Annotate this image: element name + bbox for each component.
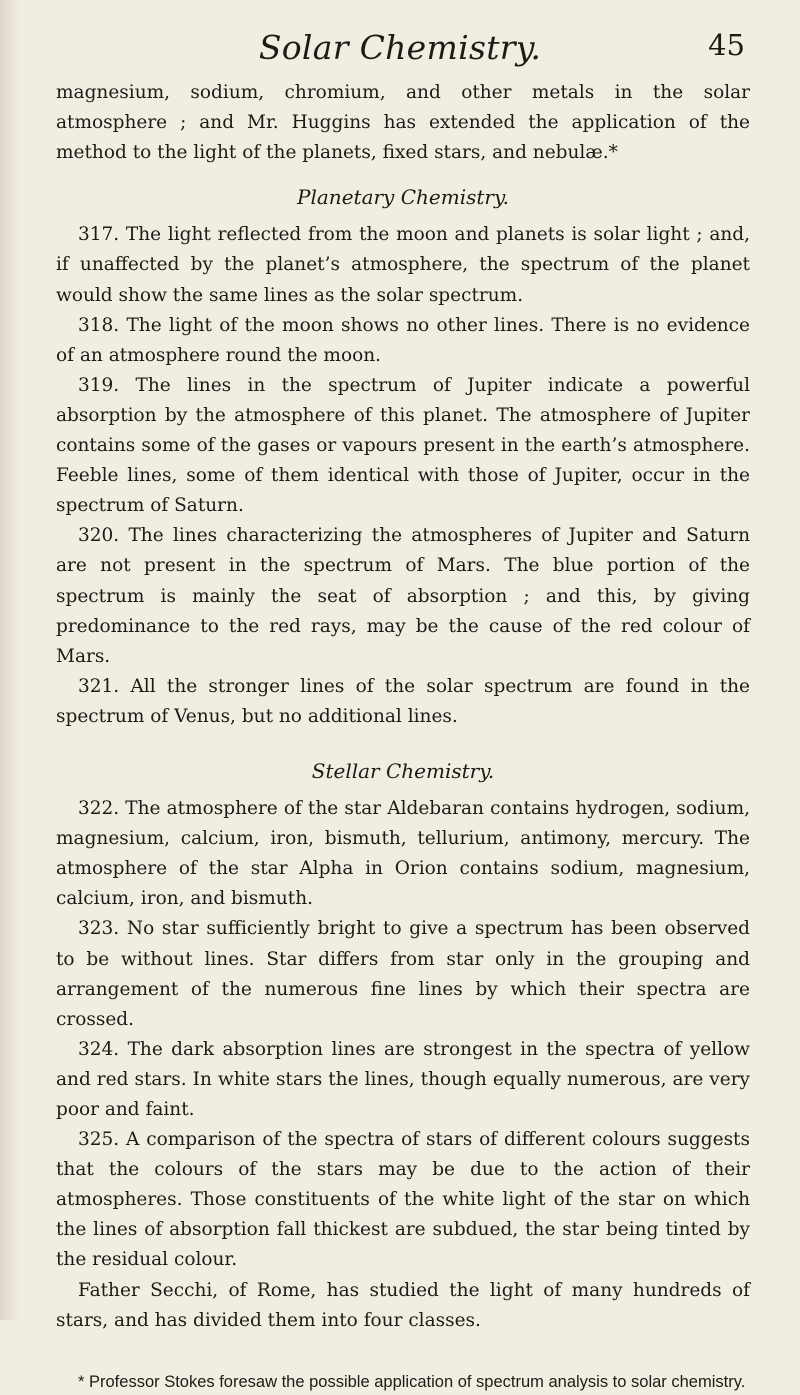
paragraph-319: 319. The lines in the spectrum of Jupiter indicate a powerful absorption by the atmosphere of this planet. The atmosphere of Jupiter contains some of the gases or vapours present in the earth’s atmosphere. Feeble lines, some of them identical with those of Jupiter, occur in the spectrum of Saturn. [56, 374, 750, 517]
gutter-shadow [0, 0, 20, 1320]
paragraph-secchi: Father Secchi, of Rome, has studied the light of many hundreds of stars, and has divided them into four classes. [56, 1279, 750, 1331]
running-title: Solar Chemistry. [258, 28, 542, 67]
paragraph-321: 321. All the stronger lines of the solar spectrum are found in the spectrum of Venus, but no additional lines. [56, 675, 750, 727]
footnote-text: * Professor Stokes foresaw the possible application of spectrum analysis to solar chemistry. [78, 1372, 746, 1391]
paragraph-323: 323. No star sufficiently bright to give a spectrum has been observed to be without lines. Star differs from star only in the grouping and arrangement of the numerous fine lines by which their spectra are crossed. [56, 918, 750, 1030]
paragraph-320: 320. The lines characterizing the atmospheres of Jupiter and Saturn are not present in the spectrum of Mars. The blue portion of the spectrum is mainly the seat of absorption ; and this, by giving predominance to the red rays, may be the cause of the red colour of Mars. [56, 525, 750, 667]
paragraph-322: 322. The atmosphere of the star Aldebaran contains hydrogen, sodium, magnesium, calcium, iron, bismuth, tellurium, antimony, mercury. The atmosphere of the star Alpha in Orion contains sodium, magnesium, calcium, iron, and bismuth. [56, 798, 750, 910]
paragraph-324: 324. The dark absorption lines are strongest in the spectra of yellow and red stars. In white stars the lines, though equally numerous, are very poor and faint. [56, 1038, 750, 1120]
footnote [56, 1370, 750, 1395]
page-number: 45 [708, 28, 745, 62]
paragraph-318: 318. The light of the moon shows no other lines. There is no evidence of an atmosphere round the moon. [56, 314, 750, 366]
paragraph-317: 317. The light reflected from the moon and planets is solar light ; and, if unaffected by the planet’s atmosphere, the spectrum of the planet would show the same lines as the solar spectrum. [56, 224, 750, 306]
running-head [0, 28, 800, 78]
paragraph-325: 325. A comparison of the spectra of stars of different colours suggests that the colours of the stars may be due to the action of their atmospheres. Those constituents of the white light of the star on which the lines of absorption fall thickest are subdued, the star being tinted by the residual colour. [56, 1129, 750, 1271]
opening-paragraph: magnesium, sodium, chromium, and other metals in the solar atmosphere ; and Mr. Huggins has extended the application of the method to the light of the planets, fixed stars, and nebulæ.* [56, 82, 750, 164]
section-heading-planetary: Planetary Chemistry. [297, 185, 509, 210]
section-heading-stellar: Stellar Chemistry. [311, 758, 495, 783]
body-text [56, 78, 750, 1395]
